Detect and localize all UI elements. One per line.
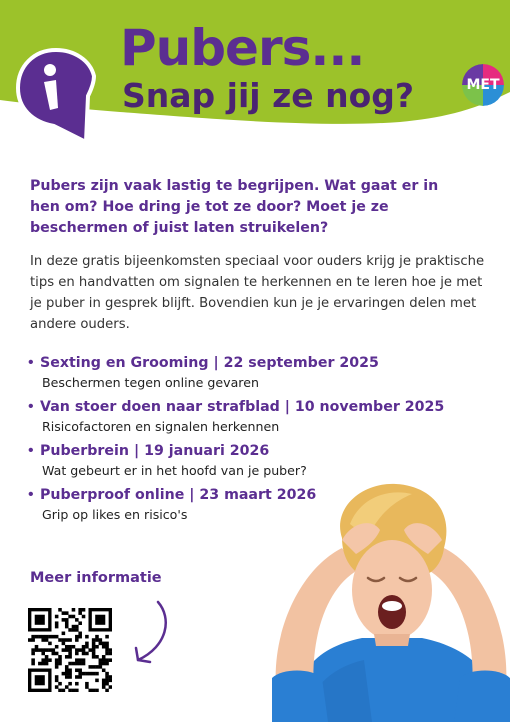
event-description: Risicofactoren en signalen herkennen [42, 419, 280, 434]
event-item [28, 353, 498, 393]
body-text: In deze gratis bijeenkomsten speciaal voor ouders krijg je praktische tips en handvatten om signalen te herkennen en te leren hoe je met je puber in gesprek blijft. Bovendien kun je je ervaringen delen met andere ouders. [30, 254, 485, 332]
event-description: Wat gebeurt er in het hoofd van je puber? [42, 463, 307, 478]
event-title: • Puberproof online | 23 maart 2026 [40, 487, 317, 503]
event-item [28, 397, 498, 437]
info-pin-icon [14, 46, 98, 146]
page-subtitle: Snap jij ze nog? [122, 76, 415, 115]
curved-arrow-icon [128, 598, 176, 670]
met-logo-text: MET [466, 77, 500, 93]
event-description: Grip op likes en risico's [42, 507, 188, 522]
event-title: • Puberbrein | 19 januari 2026 [40, 443, 270, 459]
event-item [28, 441, 498, 481]
stressed-teen-photo [272, 478, 510, 722]
page-title: Pubers... [120, 19, 365, 77]
intro-text: Pubers zijn vaak lastig te begrijpen. Wat gaat er in hen om? Hoe dring je tot ze door? Moet je ze beschermen of juist laten struikelen? [30, 178, 439, 236]
qr-code[interactable] [28, 608, 112, 692]
more-info-heading: Meer informatie [30, 570, 162, 586]
event-title: • Van stoer doen naar strafblad | 10 november 2025 [40, 399, 445, 415]
event-description: Beschermen tegen online gevaren [42, 375, 259, 390]
event-title: • Sexting en Grooming | 22 september 2025 [40, 355, 379, 371]
met-logo [462, 64, 504, 106]
